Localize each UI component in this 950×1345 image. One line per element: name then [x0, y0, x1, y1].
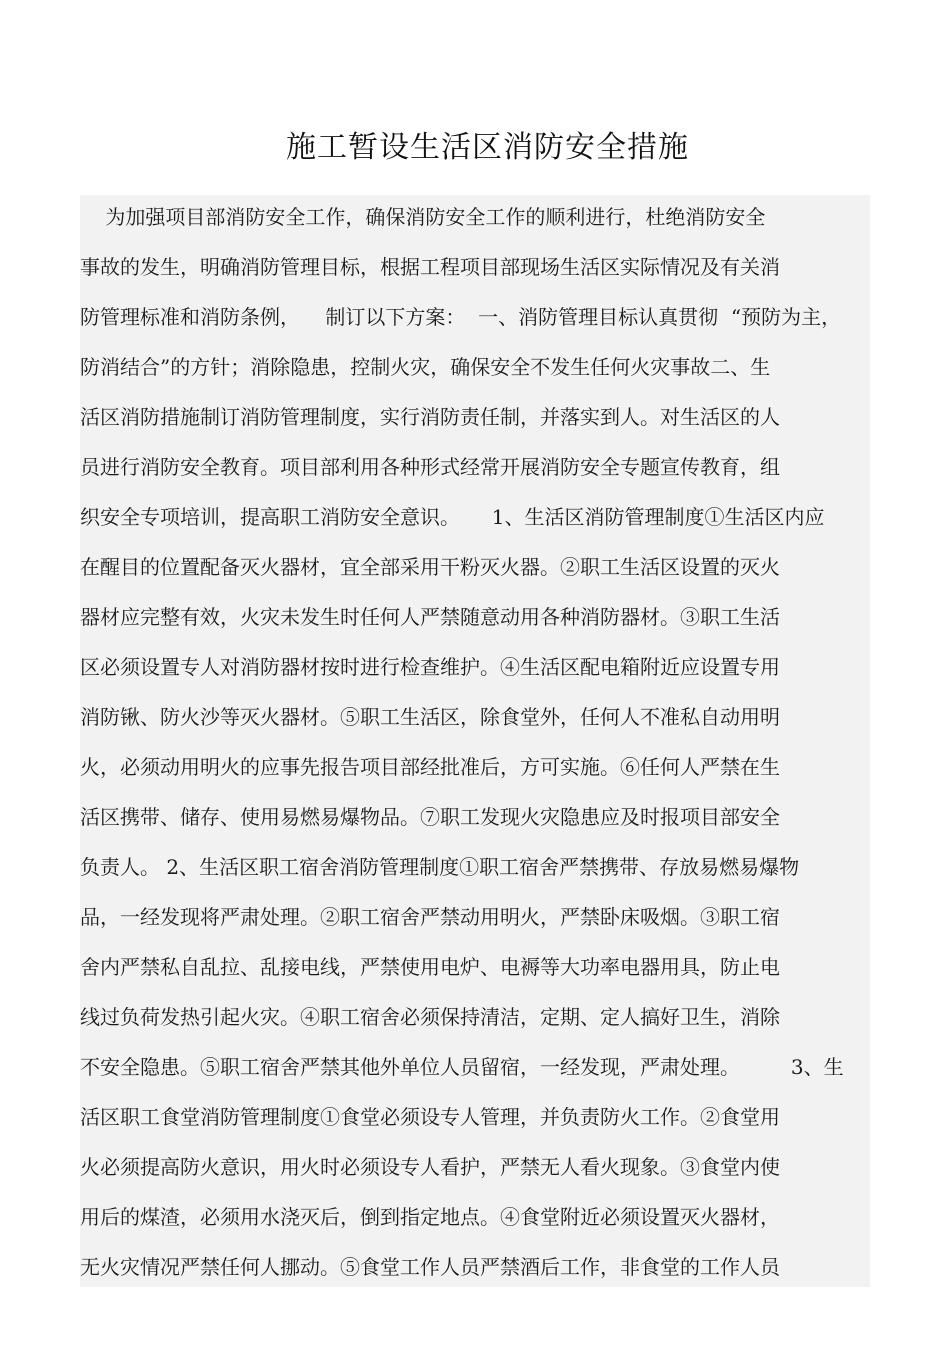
body-line: 防消结合”的方针；消除隐患，控制火灾，确保安全不发生任何火灾事故二、生	[80, 355, 771, 379]
body-line: 器材应完整有效，火灾未发生时任何人严禁随意动用各种消防器材。③职工生活	[80, 605, 780, 629]
body-line: 活区职工食堂消防管理制度①食堂必须设专人管理，并负责防火工作。②食堂用	[80, 1105, 780, 1129]
body-line: 事故的发生，明确消防管理目标，根据工程项目部现场生活区实际情况及有关消	[80, 255, 780, 279]
body-line: 无火灾情况严禁任何人挪动。⑤食堂工作人员严禁酒后工作，非食堂的工作人员	[80, 1255, 780, 1279]
body-text	[80, 197, 880, 1297]
body-line: 不安全隐患。⑤职工宿舍严禁其他外单位人员留宿，一经发现，严肃处理。 3、生	[80, 1055, 844, 1079]
document-title: 施工暂设生活区消防安全措施	[286, 130, 689, 165]
body-line: 线过负荷发热引起火灾。④职工宿舍必须保持清洁，定期、定人搞好卫生，消除	[80, 1005, 780, 1029]
body-line: 活区消防措施制订消防管理制度，实行消防责任制，并落实到人。对生活区的人	[80, 405, 780, 429]
body-line: 区必须设置专人对消防器材按时进行检查维护。④生活区配电箱附近应设置专用	[80, 655, 780, 679]
body-line: 在醒目的位置配备灭火器材，宜全部采用干粉灭火器。②职工生活区设置的灭火	[80, 555, 780, 579]
body-line: 活区携带、储存、使用易燃易爆物品。⑦职工发现火灾隐患应及时报项目部安全	[80, 805, 780, 829]
body-line: 织安全专项培训，提高职工消防安全意识。 1、生活区消防管理制度①生活区内应	[80, 505, 825, 529]
body-line: 火，必须动用明火的应事先报告项目部经批准后，方可实施。⑥任何人严禁在生	[80, 755, 780, 779]
body-line: 用后的煤渣，必须用水浇灭后，倒到指定地点。④食堂附近必须设置灭火器材，	[80, 1205, 780, 1229]
body-line: 消防锹、防火沙等灭火器材。⑤职工生活区，除食堂外，任何人不准私自动用明	[80, 705, 780, 729]
body-line: 负责人。 2、生活区职工宿舍消防管理制度①职工宿舍严禁携带、存放易燃易爆物	[80, 855, 800, 879]
body-line: 火必须提高防火意识，用火时必须设专人看护，严禁无人看火现象。③食堂内使	[80, 1155, 780, 1179]
body-line: 为加强项目部消防安全工作，确保消防安全工作的顺利进行，杜绝消防安全	[80, 205, 766, 229]
body-line: 品，一经发现将严肃处理。②职工宿舍严禁动用明火，严禁卧床吸烟。③职工宿	[80, 905, 780, 929]
body-line: 员进行消防安全教育。项目部利用各种形式经常开展消防安全专题宣传教育，组	[80, 455, 780, 479]
body-line: 舍内严禁私自乱拉、乱接电线，严禁使用电炉、电褥等大功率电器用具，防止电	[80, 955, 780, 979]
body-line: 防管理标准和消防条例， 制订以下方案： 一、消防管理目标认真贯彻 “预防为主，	[80, 305, 842, 329]
